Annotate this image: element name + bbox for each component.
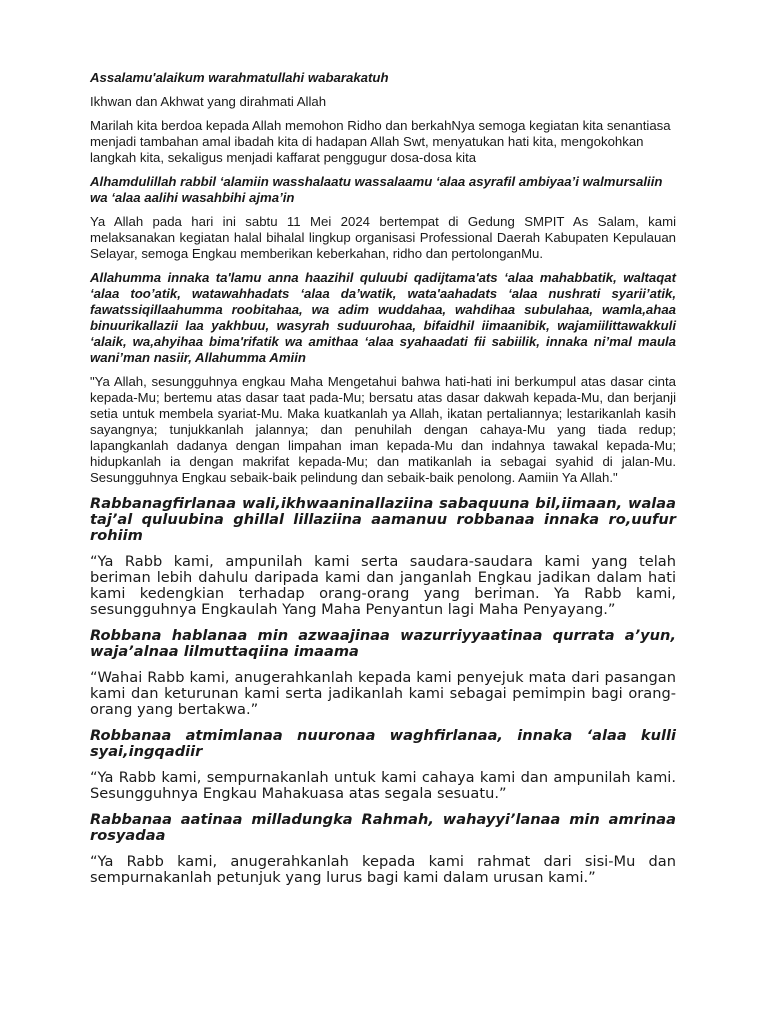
document-page [90, 70, 676, 886]
rabithah-translation: "Ya Allah, sesungguhnya engkau Maha Mengetahui bahwa hati-hati ini berkumpul atas dasar cinta kepada-Mu; bertemu atas dasar taat pada-Mu; bersatu atas dasar dakwah kepada-Mu, dan berjanji setia untuk membela syariat-Mu. Maka kuatkanlah ya Allah, ikatan pertaliannya; lestarikanlah kasih sayangnya; tunjukkanlah jalannya; dan penuhilah dengan cahaya-Mu yang tiada redup; lapangkanlah dadanya dengan limpahan iman kepada-Mu dan indahnya tawakal kepada-Mu; hidupkanlah ia dengan makrifat kepada-Mu; dan matikanlah ia sebagai syahid di jalan-Mu. Sesungguhnya Engkau sebaik-baik pelindung dan sebaik-baik penolong. Aamiin Ya Allah." [90, 374, 676, 485]
greeting-line: Ikhwan dan Akhwat yang dirahmati Allah [90, 94, 327, 109]
doa4-translation: “Ya Rabb kami, anugerahkanlah kepada kami rahmat dari sisi-Mu dan sempurnakanlah petunjuk yang lurus bagi kami dalam urusan kami.” [90, 853, 676, 886]
doa2-arabic: Robbana hablanaa min azwaajinaa wazurriyyaatinaa qurrata a’yun, waja’alnaa lilmuttaqiina imaama [90, 627, 676, 660]
doa4-arabic: Rabbanaa aatinaa milladungka Rahmah, wahayyi’lanaa min amrinaa rosyadaa [90, 811, 676, 844]
doa3-arabic: Robbanaa atmimlanaa nuuronaa waghfirlanaa, innaka ‘alaa kulli syai,ingqadiir [90, 727, 676, 760]
doa1-translation: “Ya Rabb kami, ampunilah kami serta saudara-saudara kami yang telah beriman lebih dahulu daripada kami dan janganlah Engkau jadikan dalam hati kami kedengkian terhadap orang-orang yang beriman. Ya Rabb kami, sesungguhnya Engkaulah Yang Maha Penyantun lagi Maha Penyayang.” [90, 553, 676, 618]
hamdalah-paragraph: Alhamdulillah rabbil ‘alamiin wasshalaatu wassalaamu ‘alaa asyrafil ambiyaa’i walmursaliin wa ‘alaa aalihi wasahbihi ajma’in [90, 174, 663, 205]
occasion-paragraph: Ya Allah pada hari ini sabtu 11 Mei 2024 bertempat di Gedung SMPIT As Salam, kami melaksanakan kegiatan halal bihalal lingkup organisasi Professional Daerah Kabupaten Kepulauan Selayar, semoga Engkau memberikan keberkahan, ridho dan pertolonganMu. [90, 214, 676, 261]
doa3-translation: “Ya Rabb kami, sempurnakanlah untuk kami cahaya kami dan ampunilah kami. Sesungguhnya Engkau Mahakuasa atas segala sesuatu.” [90, 769, 676, 802]
rabithah-prayer: Allahumma innaka ta'lamu anna haazihil quluubi qadijtama'ats ‘alaa mahabbatik, waltaqat ‘alaa too’atik, watawahhadats ‘alaa da’watik, wata'aahadats ‘alaa nushrati syarii’atik, fawatssiqillaahumma roobitahaa, wa adim wuddahaa, wahdihaa subulahaa, wamla,ahaa binuurikallazii laa yakhbuu, wasyrah suduurohaa, bifaidhil iimaanibik, wajamiilittawakkuli ‘alaik, wa,ahyihaa bima'rifatik wa amithaa ‘alaa syahaadati fii sabiilik, innaka ni’mal maula wani’man nasiir, Allahumma Amiin [90, 270, 676, 365]
doa2-translation: “Wahai Rabb kami, anugerahkanlah kepada kami penyejuk mata dari pasangan kami dan keturunan kami serta jadikanlah kami sebagai pemimpin bagi orang-orang yang bertakwa.” [90, 669, 676, 718]
intro-paragraph: Marilah kita berdoa kepada Allah memohon Ridho dan berkahNya semoga kegiatan kita senantiasa menjadi tambahan amal ibadah kita di hadapan Allah Swt, menyatukan hati kita, mengokohkan langkah kita, sekaligus menjadi kaffarat penggugur dosa-dosa kita [90, 118, 671, 165]
doa1-arabic: Rabbanagfirlanaa wali,ikhwaaninallaziina sabaquuna bil,iimaan, walaa taj’al quluubina ghillal lillaziina aamanuu robbanaa innaka ro,uufur rohiim [90, 495, 676, 544]
salam-heading: Assalamu'alaikum warahmatullahi wabarakatuh [90, 70, 389, 85]
